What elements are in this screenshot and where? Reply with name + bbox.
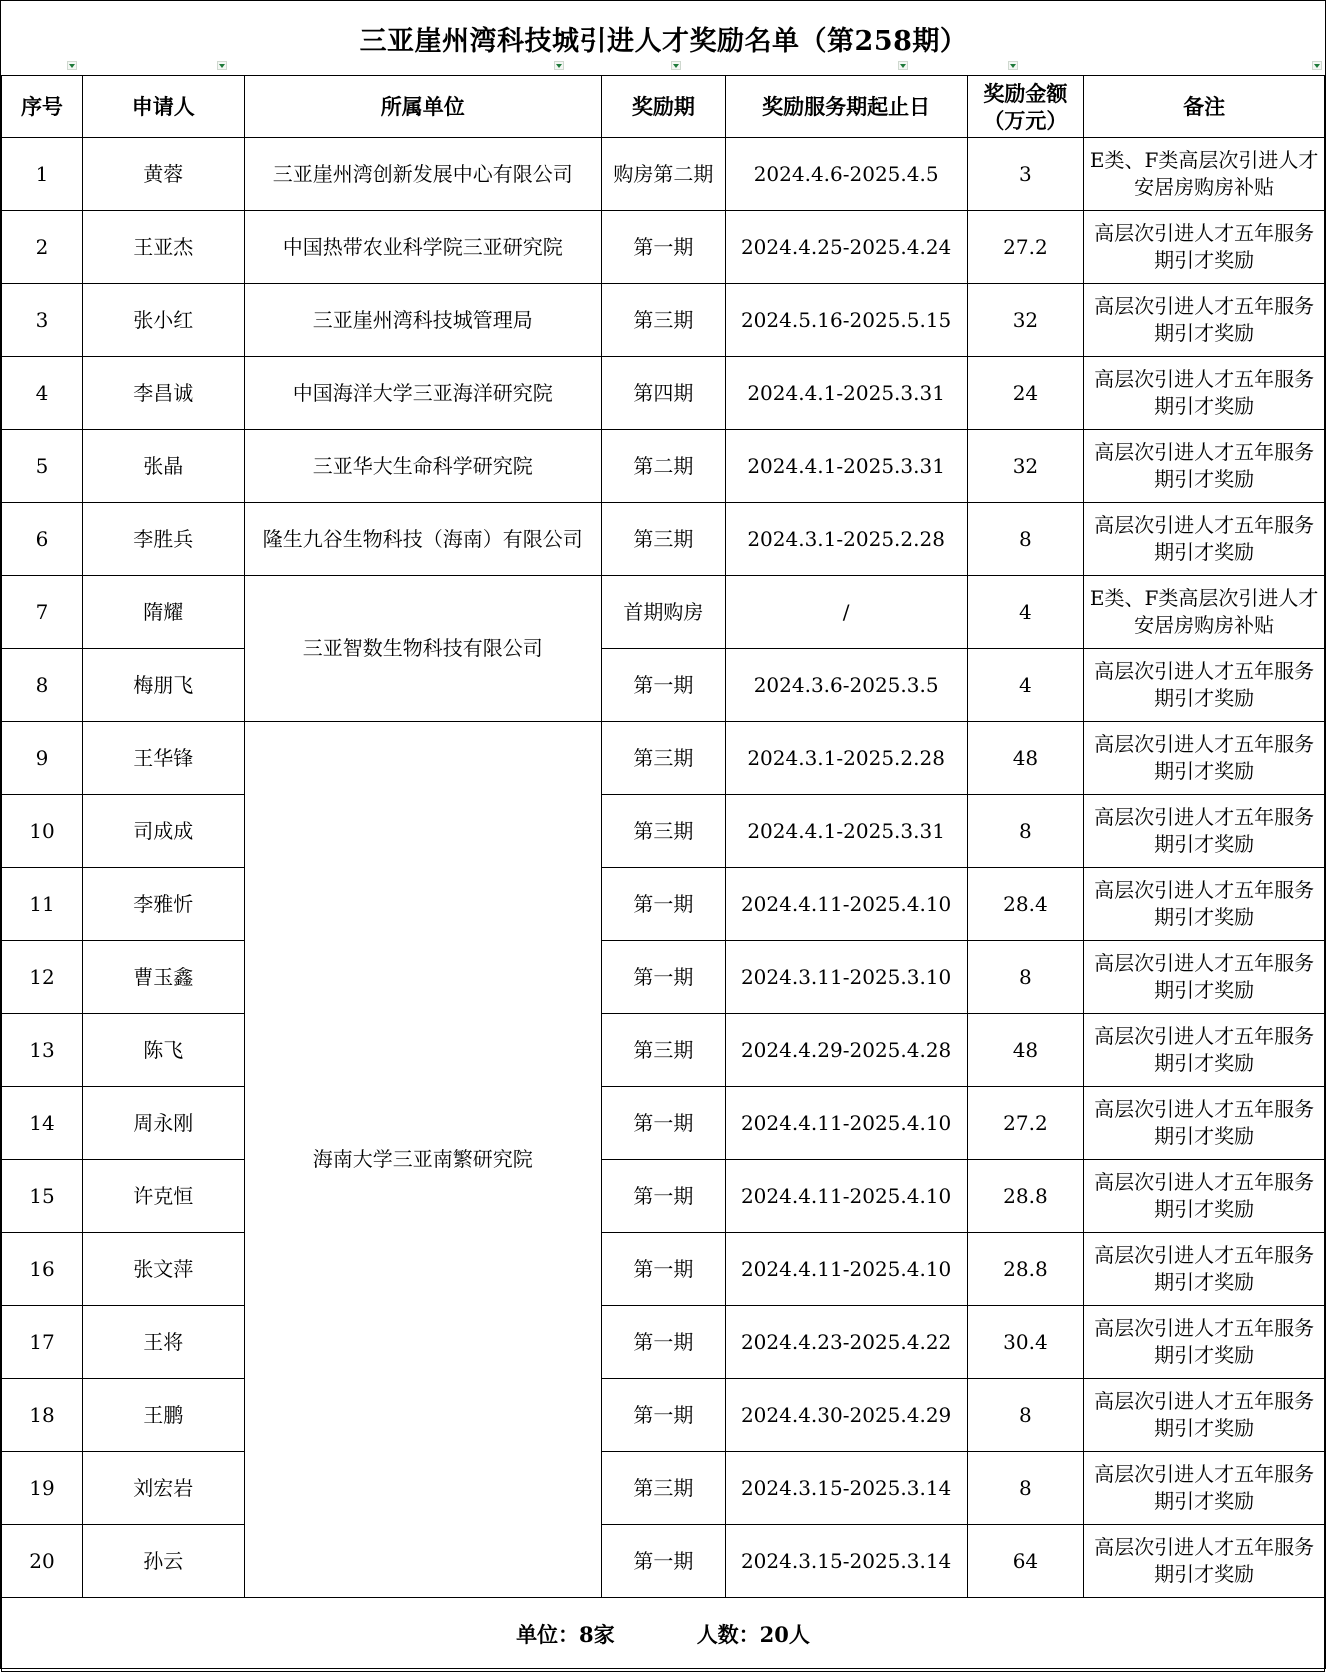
cell-period[interactable]: 第四期 [601, 357, 725, 430]
cell-service-period[interactable]: 2024.3.11-2025.3.10 [725, 941, 967, 1014]
cell-service-period[interactable]: 2024.3.1-2025.2.28 [725, 722, 967, 795]
cell-remark[interactable]: 高层次引进人才五年服务期引才奖励 [1084, 1452, 1325, 1525]
table-row [2, 722, 1325, 795]
filter-dropdown-icon[interactable] [554, 61, 564, 70]
cell-no[interactable]: 1 [2, 138, 83, 211]
filter-dropdown-icon[interactable] [67, 61, 77, 70]
cell-amount[interactable]: 8 [967, 503, 1084, 576]
cell-remark[interactable]: 高层次引进人才五年服务期引才奖励 [1084, 722, 1325, 795]
cell-applicant[interactable]: 张小红 [82, 284, 244, 357]
cell-applicant[interactable]: 曹玉鑫 [82, 941, 244, 1014]
cell-unit[interactable]: 中国海洋大学三亚海洋研究院 [244, 357, 601, 430]
cell-period[interactable]: 第一期 [601, 1160, 725, 1233]
header-no[interactable]: 序号 [2, 76, 83, 138]
cell-period[interactable]: 第一期 [601, 1379, 725, 1452]
cell-remark[interactable]: 高层次引进人才五年服务期引才奖励 [1084, 357, 1325, 430]
table-row [2, 1160, 1325, 1233]
cell-period[interactable]: 第一期 [601, 1525, 725, 1598]
cell-remark[interactable]: 高层次引进人才五年服务期引才奖励 [1084, 1160, 1325, 1233]
cell-remark[interactable]: 高层次引进人才五年服务期引才奖励 [1084, 1379, 1325, 1452]
cell-no[interactable]: 12 [2, 941, 83, 1014]
cell-amount[interactable]: 4 [967, 649, 1084, 722]
cell-no[interactable]: 4 [2, 357, 83, 430]
cell-no[interactable]: 2 [2, 211, 83, 284]
cell-service-period[interactable]: / [725, 576, 967, 649]
cell-amount[interactable]: 3 [967, 138, 1084, 211]
cell-unit[interactable]: 三亚崖州湾科技城管理局 [244, 284, 601, 357]
units-count: 单位：8家 [516, 1622, 615, 1647]
cell-amount[interactable]: 8 [967, 1452, 1084, 1525]
cell-remark[interactable]: 高层次引进人才五年服务期引才奖励 [1084, 649, 1325, 722]
cell-remark[interactable]: 高层次引进人才五年服务期引才奖励 [1084, 1087, 1325, 1160]
filter-dropdown-icon[interactable] [898, 61, 908, 70]
cell-service-period[interactable]: 2024.3.15-2025.3.14 [725, 1525, 967, 1598]
cell-unit[interactable]: 三亚华大生命科学研究院 [244, 430, 601, 503]
table-row [2, 576, 1325, 649]
cell-applicant[interactable]: 梅朋飞 [82, 649, 244, 722]
cell-period[interactable]: 第一期 [601, 868, 725, 941]
cell-unit[interactable]: 三亚崖州湾创新发展中心有限公司 [244, 138, 601, 211]
cell-period[interactable]: 第三期 [601, 503, 725, 576]
cell-applicant[interactable]: 司成成 [82, 795, 244, 868]
cell-service-period[interactable]: 2024.4.11-2025.4.10 [725, 1087, 967, 1160]
cell-remark[interactable]: 高层次引进人才五年服务期引才奖励 [1084, 1306, 1325, 1379]
cell-unit[interactable]: 海南大学三亚南繁研究院 [244, 722, 601, 1598]
table-row [2, 138, 1325, 211]
header-remark[interactable]: 备注 [1084, 76, 1325, 138]
cell-amount[interactable]: 8 [967, 941, 1084, 1014]
cell-amount[interactable]: 28.8 [967, 1233, 1084, 1306]
cell-amount[interactable]: 32 [967, 284, 1084, 357]
cell-no[interactable]: 14 [2, 1087, 83, 1160]
cell-amount[interactable]: 64 [967, 1525, 1084, 1598]
cell-unit[interactable]: 中国热带农业科学院三亚研究院 [244, 211, 601, 284]
cell-period[interactable]: 第三期 [601, 722, 725, 795]
cell-period[interactable]: 第一期 [601, 211, 725, 284]
table-row [2, 284, 1325, 357]
cell-service-period[interactable]: 2024.4.1-2025.3.31 [725, 357, 967, 430]
cell-applicant[interactable]: 许克恒 [82, 1160, 244, 1233]
header-amount[interactable] [967, 76, 1084, 138]
cell-remark[interactable]: 高层次引进人才五年服务期引才奖励 [1084, 1233, 1325, 1306]
cell-amount[interactable]: 4 [967, 576, 1084, 649]
table-row [2, 357, 1325, 430]
cell-service-period[interactable]: 2024.5.16-2025.5.15 [725, 284, 967, 357]
cell-applicant[interactable]: 黄蓉 [82, 138, 244, 211]
cell-period[interactable]: 第三期 [601, 1452, 725, 1525]
people-count: 人数：20人 [696, 1622, 810, 1647]
cell-service-period[interactable]: 2024.4.1-2025.3.31 [725, 430, 967, 503]
cell-amount[interactable]: 28.4 [967, 868, 1084, 941]
table-row [2, 1233, 1325, 1306]
cell-applicant[interactable]: 隋耀 [82, 576, 244, 649]
cell-remark[interactable]: E类、F类高层次引进人才安居房购房补贴 [1084, 576, 1325, 649]
cell-applicant[interactable]: 张文萍 [82, 1233, 244, 1306]
cell-applicant[interactable]: 张晶 [82, 430, 244, 503]
cell-applicant[interactable]: 刘宏岩 [82, 1452, 244, 1525]
filter-dropdown-icon[interactable] [217, 61, 227, 70]
cell-amount[interactable]: 24 [967, 357, 1084, 430]
cell-period[interactable]: 购房第二期 [601, 138, 725, 211]
table-row [2, 1452, 1325, 1525]
filter-dropdown-icon[interactable] [1312, 61, 1322, 70]
cell-period[interactable]: 第一期 [601, 649, 725, 722]
cell-unit[interactable]: 隆生九谷生物科技（海南）有限公司 [244, 503, 601, 576]
award-table [1, 75, 1325, 1672]
header-amount-line1: 奖励金额 [983, 80, 1068, 106]
cell-no[interactable]: 7 [2, 576, 83, 649]
cell-no[interactable]: 9 [2, 722, 83, 795]
cell-service-period[interactable]: 2024.4.25-2025.4.24 [725, 211, 967, 284]
cell-applicant[interactable]: 李胜兵 [82, 503, 244, 576]
cell-period[interactable]: 第一期 [601, 1087, 725, 1160]
cell-amount[interactable]: 27.2 [967, 211, 1084, 284]
cell-amount[interactable]: 48 [967, 722, 1084, 795]
header-amount-line2: （万元） [983, 107, 1068, 133]
cell-amount[interactable]: 8 [967, 1379, 1084, 1452]
cell-unit[interactable]: 三亚智数生物科技有限公司 [244, 576, 601, 722]
cell-amount[interactable]: 48 [967, 1014, 1084, 1087]
cell-amount[interactable]: 28.8 [967, 1160, 1084, 1233]
cell-no[interactable]: 13 [2, 1014, 83, 1087]
table-body [2, 138, 1325, 1598]
cell-no[interactable]: 10 [2, 795, 83, 868]
header-service-period[interactable]: 奖励服务期起止日 [725, 76, 967, 138]
cell-period[interactable]: 第一期 [601, 1233, 725, 1306]
table-row [2, 1379, 1325, 1452]
cell-no[interactable]: 18 [2, 1379, 83, 1452]
cell-service-period[interactable]: 2024.3.15-2025.3.14 [725, 1452, 967, 1525]
cell-service-period[interactable]: 2024.4.11-2025.4.10 [725, 1160, 967, 1233]
cell-applicant[interactable]: 王鹏 [82, 1379, 244, 1452]
cell-no[interactable]: 16 [2, 1233, 83, 1306]
cell-applicant[interactable]: 王将 [82, 1306, 244, 1379]
cell-period[interactable]: 首期购房 [601, 576, 725, 649]
cell-service-period[interactable]: 2024.4.11-2025.4.10 [725, 1233, 967, 1306]
header-row [2, 76, 1325, 138]
table-row [2, 649, 1325, 722]
cell-service-period[interactable]: 2024.4.30-2025.4.29 [725, 1379, 967, 1452]
table-row [2, 1525, 1325, 1598]
filter-dropdown-icon[interactable] [1008, 61, 1018, 70]
cell-service-period[interactable]: 2024.3.6-2025.3.5 [725, 649, 967, 722]
summary-cell[interactable] [2, 1598, 1325, 1672]
table-row [2, 941, 1325, 1014]
cell-service-period[interactable]: 2024.4.11-2025.4.10 [725, 868, 967, 941]
cell-service-period[interactable]: 2024.4.29-2025.4.28 [725, 1014, 967, 1087]
cell-remark[interactable]: 高层次引进人才五年服务期引才奖励 [1084, 503, 1325, 576]
cell-amount[interactable]: 32 [967, 430, 1084, 503]
cell-period[interactable]: 第二期 [601, 430, 725, 503]
cell-no[interactable]: 17 [2, 1306, 83, 1379]
cell-remark[interactable]: E类、F类高层次引进人才安居房购房补贴 [1084, 138, 1325, 211]
cell-no[interactable]: 8 [2, 649, 83, 722]
cell-amount[interactable]: 8 [967, 795, 1084, 868]
table-row [2, 1306, 1325, 1379]
cell-service-period[interactable]: 2024.4.6-2025.4.5 [725, 138, 967, 211]
cell-amount[interactable]: 30.4 [967, 1306, 1084, 1379]
cell-no[interactable]: 3 [2, 284, 83, 357]
cell-no[interactable]: 5 [2, 430, 83, 503]
cell-period[interactable]: 第三期 [601, 1014, 725, 1087]
header-period[interactable]: 奖励期 [601, 76, 725, 138]
cell-period[interactable]: 第一期 [601, 1306, 725, 1379]
table-row [2, 503, 1325, 576]
cell-period[interactable]: 第三期 [601, 795, 725, 868]
table-row [2, 1087, 1325, 1160]
table-row [2, 1014, 1325, 1087]
cell-remark[interactable]: 高层次引进人才五年服务期引才奖励 [1084, 1525, 1325, 1598]
cell-applicant[interactable]: 陈飞 [82, 1014, 244, 1087]
cell-applicant[interactable]: 李昌诚 [82, 357, 244, 430]
cell-amount[interactable]: 27.2 [967, 1087, 1084, 1160]
cell-remark[interactable]: 高层次引进人才五年服务期引才奖励 [1084, 868, 1325, 941]
cell-no[interactable]: 20 [2, 1525, 83, 1598]
cell-remark[interactable]: 高层次引进人才五年服务期引才奖励 [1084, 430, 1325, 503]
header-applicant[interactable]: 申请人 [82, 76, 244, 138]
cell-no[interactable]: 15 [2, 1160, 83, 1233]
cell-no[interactable]: 6 [2, 503, 83, 576]
sheet-title: 三亚崖州湾科技城引进人才奖励名单（第258期） [359, 25, 968, 57]
cell-applicant[interactable]: 王亚杰 [82, 211, 244, 284]
cell-applicant[interactable]: 李雅忻 [82, 868, 244, 941]
cell-service-period[interactable]: 2024.4.23-2025.4.22 [725, 1306, 967, 1379]
table-row [2, 211, 1325, 284]
cell-service-period[interactable]: 2024.3.1-2025.2.28 [725, 503, 967, 576]
cell-applicant[interactable]: 孙云 [82, 1525, 244, 1598]
cell-remark[interactable]: 高层次引进人才五年服务期引才奖励 [1084, 211, 1325, 284]
cell-remark[interactable]: 高层次引进人才五年服务期引才奖励 [1084, 284, 1325, 357]
header-unit[interactable]: 所属单位 [244, 76, 601, 138]
table-row [2, 430, 1325, 503]
filter-dropdown-icon[interactable] [671, 61, 681, 70]
cell-remark[interactable]: 高层次引进人才五年服务期引才奖励 [1084, 941, 1325, 1014]
table-row [2, 795, 1325, 868]
table-row [2, 868, 1325, 941]
cell-applicant[interactable]: 王华锋 [82, 722, 244, 795]
cell-period[interactable]: 第三期 [601, 284, 725, 357]
cell-no[interactable]: 19 [2, 1452, 83, 1525]
footer-row [2, 1598, 1325, 1672]
cell-no[interactable]: 11 [2, 868, 83, 941]
cell-remark[interactable]: 高层次引进人才五年服务期引才奖励 [1084, 1014, 1325, 1087]
cell-applicant[interactable]: 周永刚 [82, 1087, 244, 1160]
cell-period[interactable]: 第一期 [601, 941, 725, 1014]
cell-remark[interactable]: 高层次引进人才五年服务期引才奖励 [1084, 795, 1325, 868]
cell-service-period[interactable]: 2024.4.1-2025.3.31 [725, 795, 967, 868]
